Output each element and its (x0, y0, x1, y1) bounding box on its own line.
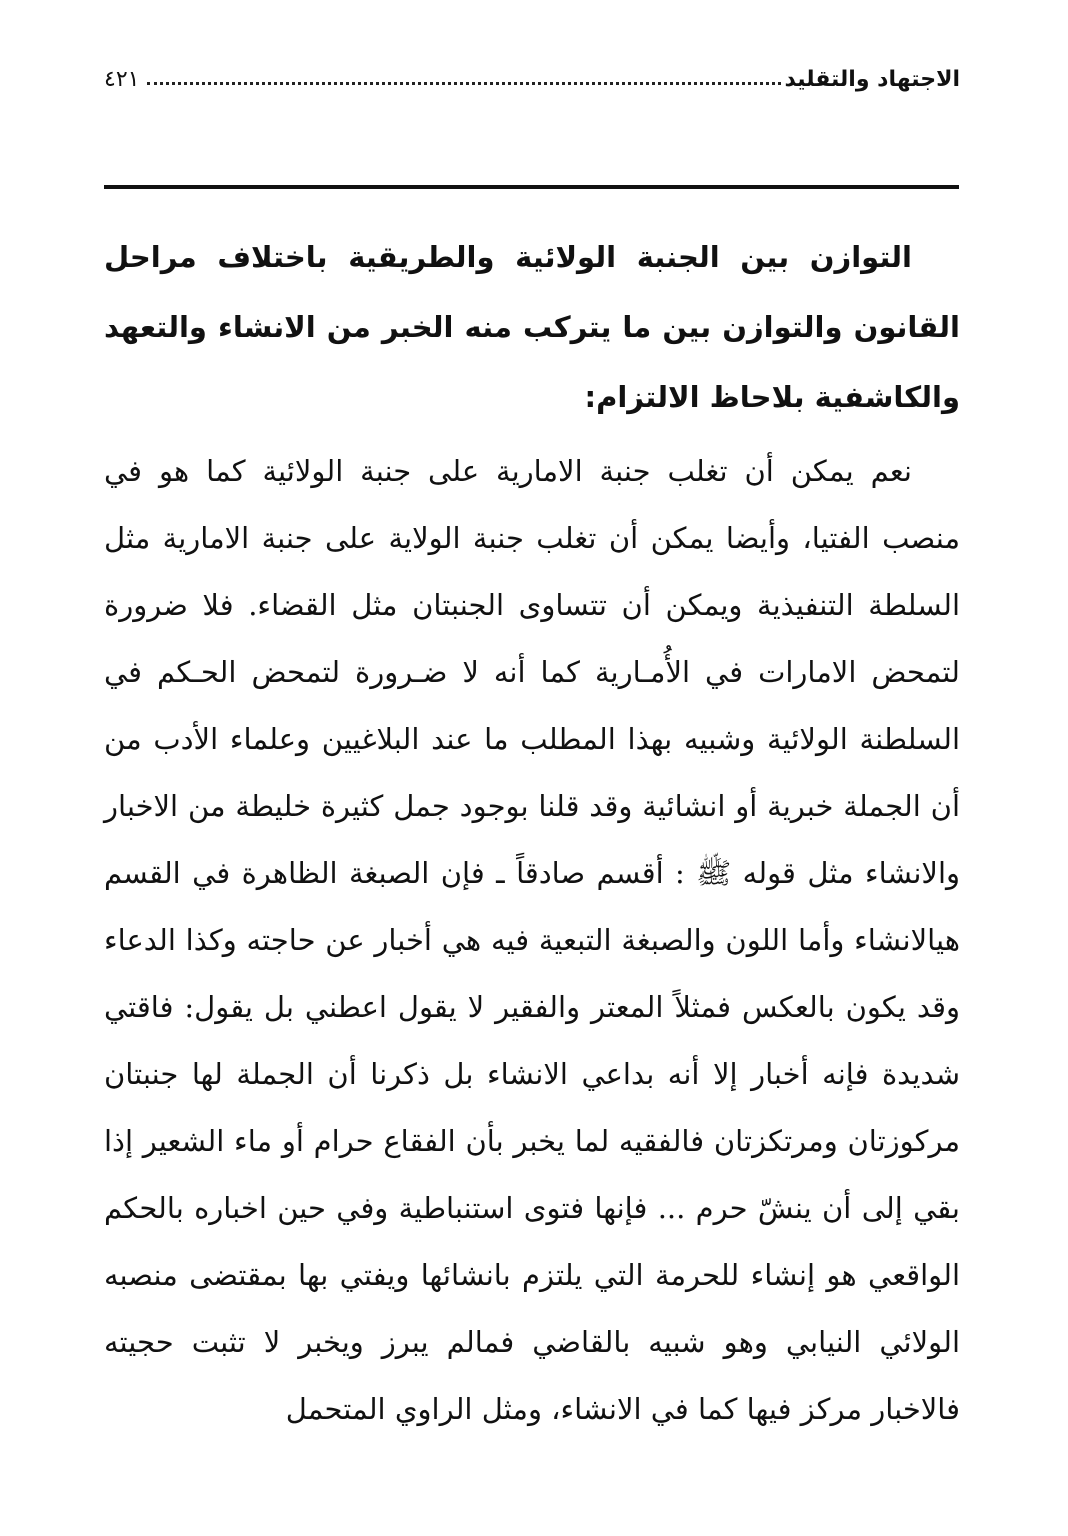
body-paragraph: نعم يمكن أن تغلب جنبة الامارية على جنبة الولائية كما هو في منصب الفتيا، وأيضا يمكن أن تغلب جنبة الولاية على جنبة الامارية مثل السلطة التنفيذية ويمكن أن تتساوى الجنبتان مثل القضاء. فلا ضرورة لتمحض الامارات في الأُمـارية كما أنه لا ضـرورة لتمحض الحـكم في السلطنة الولائية وشبيه بهذا المطلب ما عند البلاغيين وعلماء الأدب من أن الجملة خبرية أو انشائية وقد قلنا بوجود جمل كثيرة خليطة من الاخبار والانشاء مثل قوله ﷺ : أقسم صادقاً ـ فإن الصبغة الظاهرة في القسم هيالانشاء وأما اللون والصبغة التبعية فيه هي أخبار عن حاجته وكذا الدعاء وقد يكون بالعكس فمثلاً المعتر والفقير لا يقول اعطني بل يقول: فاقتي شديدة فإنه أخبار إلا أنه بداعي الانشاء بل ذكرنا أن الجملة لها جنبتان مركوزتان ومرتكزتان فالفقيه لما يخبر بأن الفقاع حرام أو ماء الشعير إذا بقي إلى أن ينشّ حرم ... فإنها فتوى استنباطية وفي حين اخباره بالحكم الواقعي هو إنشاء للحرمة التي يلتزم بانشائها ويفتي بها بمقتضى منصبه الولائي النيابي وهو شبيه بالقاضي فمالم يبرز ويخبر لا تثبت حجيته فالاخبار مركز فيها كما في الانشاء، ومثل الراوي المتحمل (104, 454, 960, 1426)
section-heading: التوازن بين الجنبة الولائية والطريقية باختلاف مراحل القانون والتوازن بين ما يتركب منه الخبر من الانشاء والتعهد والكاشفية بلاحاظ الالتزام: (104, 240, 960, 414)
header-title: الاجتهاد والتقليد (784, 67, 960, 92)
header-divider (104, 185, 959, 189)
header-dot-leader (147, 82, 780, 85)
running-header (104, 52, 960, 92)
page-number: ٤٢١ (104, 67, 140, 92)
